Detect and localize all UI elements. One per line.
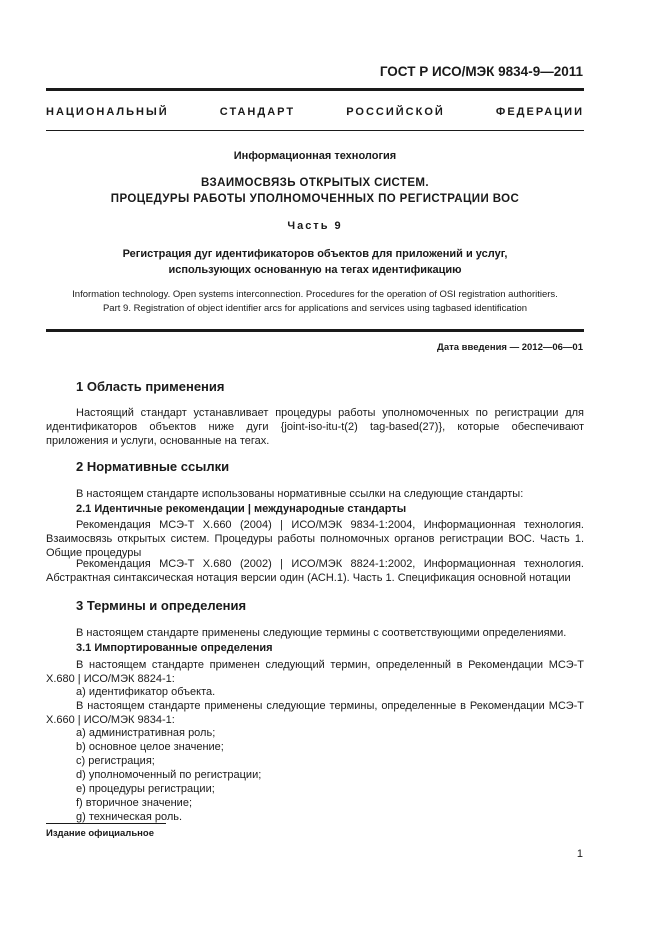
section-3-intro: В настоящем стандарте применены следующие термины с соответствующими определениями.	[76, 627, 567, 639]
section-2-reference-2: Рекомендация МСЭ-Т X.680 (2002) | ИСО/МЭК 8824-1:2002, Информационная технология. Абстрактная синтаксическая нотация версии один (АСН.1). Часть 1. Спецификация основной нотации	[46, 558, 584, 584]
title-rule-top	[46, 130, 584, 131]
list-item: а) идентификатор объекта.	[76, 686, 216, 698]
main-title-line-1: ВЗАИМОСВЯЗЬ ОТКРЫТЫХ СИСТЕМ.	[200, 177, 430, 189]
part-title-line-2: использующих основанную на тегах идентификацию	[168, 264, 462, 276]
page-number: 1	[576, 848, 583, 860]
list-item: а) административная роль;	[76, 727, 216, 739]
footer-rule	[46, 823, 166, 824]
english-title-line-1: Information technology. Open systems interconnection. Procedures for the operation of OSI registration authoritiers.	[72, 289, 558, 300]
part-number: Часть 9	[287, 220, 343, 232]
main-title-line-2: ПРОЦЕДУРЫ РАБОТЫ УПОЛНОМОЧЕННЫХ ПО РЕГИСТРАЦИИ ВОС	[110, 193, 520, 205]
list-item: b) основное целое значение;	[76, 741, 224, 753]
part-title	[46, 246, 584, 278]
list-item: g) техническая роль.	[76, 811, 183, 823]
list-item: d) уполномоченный по регистрации;	[76, 769, 262, 781]
section-3-heading: 3 Термины и определения	[76, 598, 247, 613]
subject-title: Информационная технология	[233, 150, 397, 162]
english-title	[46, 288, 584, 316]
section-1-text: Настоящий стандарт устанавливает процедуры работы уполномоченных по регистрации для идентификаторов объектов ниже дуги {joint-iso-itu-t(2) tag-based(27)}, которые обеспечивают приложения и услуги, основанные на тегах.	[46, 407, 584, 447]
english-title-line-2: Part 9. Registration of object identifier arcs for applications and services using tagbased identification	[102, 303, 528, 314]
section-3-1-text-1: В настоящем стандарте применен следующий термин, определенный в Рекомендации МСЭ-Т X.680 | ИСО/МЭК 8824-1:	[46, 659, 584, 685]
main-title	[46, 175, 584, 207]
title-rule-bottom	[46, 329, 584, 332]
list-item: с) регистрация;	[76, 755, 155, 767]
section-2-heading: 2 Нормативные ссылки	[76, 459, 230, 474]
section-2-1-heading: 2.1 Идентичные рекомендации | международные стандарты	[76, 503, 407, 515]
section-3-1-heading: 3.1 Импортированные определения	[76, 642, 273, 654]
national-standard-label: НАЦИОНАЛЬНЫЙ СТАНДАРТ РОССИЙСКОЙ ФЕДЕРАЦИИ	[46, 106, 584, 118]
list-item: е) процедуры регистрации;	[76, 783, 215, 795]
section-1-heading: 1 Область применения	[76, 379, 225, 394]
header-rule	[46, 88, 584, 91]
introduction-date: Дата введения — 2012—06—01	[437, 342, 583, 353]
document-code: ГОСТ Р ИСО/МЭК 9834-9—2011	[379, 64, 583, 79]
section-2-intro: В настоящем стандарте использованы нормативные ссылки на следующие стандарты:	[76, 488, 524, 500]
section-3-1-text-2: В настоящем стандарте применены следующие термины, определенные в Рекомендации МСЭ-Т X.660 | ИСО/МЭК 9834-1:	[46, 700, 584, 726]
edition-label: Издание официальное	[46, 828, 154, 839]
section-2-reference-1: Рекомендация МСЭ-Т X.660 (2004) | ИСО/МЭК 9834-1:2004, Информационная технология. Взаимосвязь открытых систем. Процедуры работы полномочных органов регистрации ВОС. Часть 1. Общие процедуры	[46, 519, 584, 559]
part-title-line-1: Регистрация дуг идентификаторов объектов для приложений и услуг,	[122, 248, 508, 260]
list-item: f) вторичное значение;	[76, 797, 193, 809]
